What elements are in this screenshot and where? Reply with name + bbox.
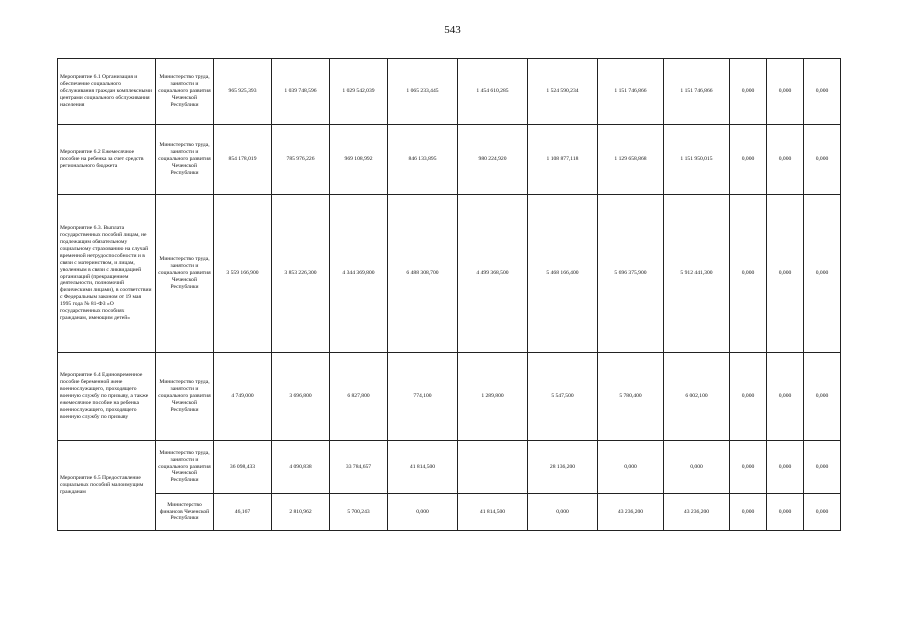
executor-name: Министерство труда, занятости и социального развития Чеченской Республики [156,125,214,195]
value-cell: 0,000 [804,494,841,531]
executor-name: Министерство финансов Чеченской Республики [156,494,214,531]
value-cell: 4 499 368,500 [458,195,528,353]
value-cell: 1 151 746,866 [664,59,730,125]
value-cell: 1 454 610,285 [458,59,528,125]
value-cell: 1 029 542,039 [330,59,388,125]
value-cell: 1 039 748,596 [272,59,330,125]
value-cell: 0,000 [767,441,804,494]
value-cell: 854 178,019 [214,125,272,195]
measure-name: Мероприятие 6.1 Организация и обеспечение социального обслуживания граждан комплексными центрами социального обслуживания населения [58,59,156,125]
value-cell: 5 547,500 [528,353,598,441]
value-cell: 0,000 [528,494,598,531]
table-row [58,125,841,195]
value-cell: 33 784,657 [330,441,388,494]
value-cell: 1 524 590,234 [528,59,598,125]
value-cell: 0,000 [767,59,804,125]
value-cell: 0,000 [730,353,767,441]
value-cell: 5 696 375,900 [598,195,664,353]
value-cell: 5 468 166,400 [528,195,598,353]
table-row [58,494,841,531]
value-cell: 4 749,000 [214,353,272,441]
value-cell: 3 696,800 [272,353,330,441]
table-row [58,441,841,494]
value-cell: 0,000 [598,441,664,494]
value-cell: 785 976,226 [272,125,330,195]
value-cell: 6 488 308,700 [388,195,458,353]
value-cell: 0,000 [730,125,767,195]
budget-table [57,58,841,531]
value-cell: 0,000 [767,353,804,441]
value-cell: 0,000 [730,494,767,531]
executor-name: Министерство труда, занятости и социального развития Чеченской Республики [156,353,214,441]
value-cell: 6 002,100 [664,353,730,441]
measure-name: Мероприятие 6.5 Предоставление социальных пособий малоимущим гражданам [58,441,156,531]
table-row [58,195,841,353]
value-cell: 1 289,800 [458,353,528,441]
page-number: 543 [444,24,461,36]
value-cell: 6 827,800 [330,353,388,441]
value-cell: 0,000 [730,59,767,125]
value-cell: 1 065 233,445 [388,59,458,125]
value-cell: 46,167 [214,494,272,531]
value-cell: 5 912 441,300 [664,195,730,353]
value-cell: 1 151 746,866 [598,59,664,125]
measure-name: Мероприятие 6.2 Ежемесячное пособие на ребенка за счет средств регионального бюджета [58,125,156,195]
value-cell: 969 108,992 [330,125,388,195]
value-cell: 1 151 950,015 [664,125,730,195]
executor-name: Министерство труда, занятости и социального развития Чеченской Республики [156,195,214,353]
value-cell: 3 853 226,300 [272,195,330,353]
value-cell: 3 559 166,900 [214,195,272,353]
measure-name: Мероприятие 6.4 Единовременное пособие беременной жене военнослужащего, проходящего военную службу по призыву, а также ежемесячное пособие на ребенка военнослужащего, проходящего военную службу по призыву [58,353,156,441]
executor-name: Министерство труда, занятости и социального развития Чеченской Республики [156,59,214,125]
value-cell: 43 236,200 [598,494,664,531]
measure-name: Мероприятие 6.3. Выплата государственных пособий лицам, не подлежащим обязательному социальному страхованию на случай временной нетрудоспособности и в связи с материнством, и лицам, уволенным в связи с ликвидацией организаций (прекращением деятельности, полномочий физическими лицами), в соответствии с Федеральным законом от 19 мая 1995 года № 81-ФЗ «О государственных пособиях гражданам, имеющим детей» [58,195,156,353]
value-cell: 980 224,920 [458,125,528,195]
value-cell: 28 136,200 [528,441,598,494]
value-cell: 0,000 [767,195,804,353]
value-cell: 0,000 [804,195,841,353]
value-cell: 0,000 [804,441,841,494]
value-cell: 0,000 [767,125,804,195]
value-cell: 36 098,433 [214,441,272,494]
table-row [58,59,841,125]
value-cell: 1 108 877,118 [528,125,598,195]
executor-name: Министерство труда, занятости и социального развития Чеченской Республики [156,441,214,494]
value-cell: 41 814,500 [458,494,528,531]
value-cell: 1 129 658,868 [598,125,664,195]
value-cell: 0,000 [388,494,458,531]
value-cell: 965 925,393 [214,59,272,125]
value-cell: 5 780,400 [598,353,664,441]
value-cell: 4 090,838 [272,441,330,494]
value-cell: 0,000 [730,441,767,494]
value-cell [458,441,528,494]
value-cell: 0,000 [804,125,841,195]
value-cell: 846 133,895 [388,125,458,195]
value-cell: 774,100 [388,353,458,441]
value-cell: 5 700,243 [330,494,388,531]
value-cell: 4 344 369,800 [330,195,388,353]
value-cell: 41 814,500 [388,441,458,494]
table-row [58,353,841,441]
value-cell: 43 236,200 [664,494,730,531]
value-cell: 0,000 [767,494,804,531]
value-cell: 2 810,962 [272,494,330,531]
value-cell: 0,000 [804,59,841,125]
value-cell: 0,000 [804,353,841,441]
value-cell: 0,000 [664,441,730,494]
value-cell: 0,000 [730,195,767,353]
